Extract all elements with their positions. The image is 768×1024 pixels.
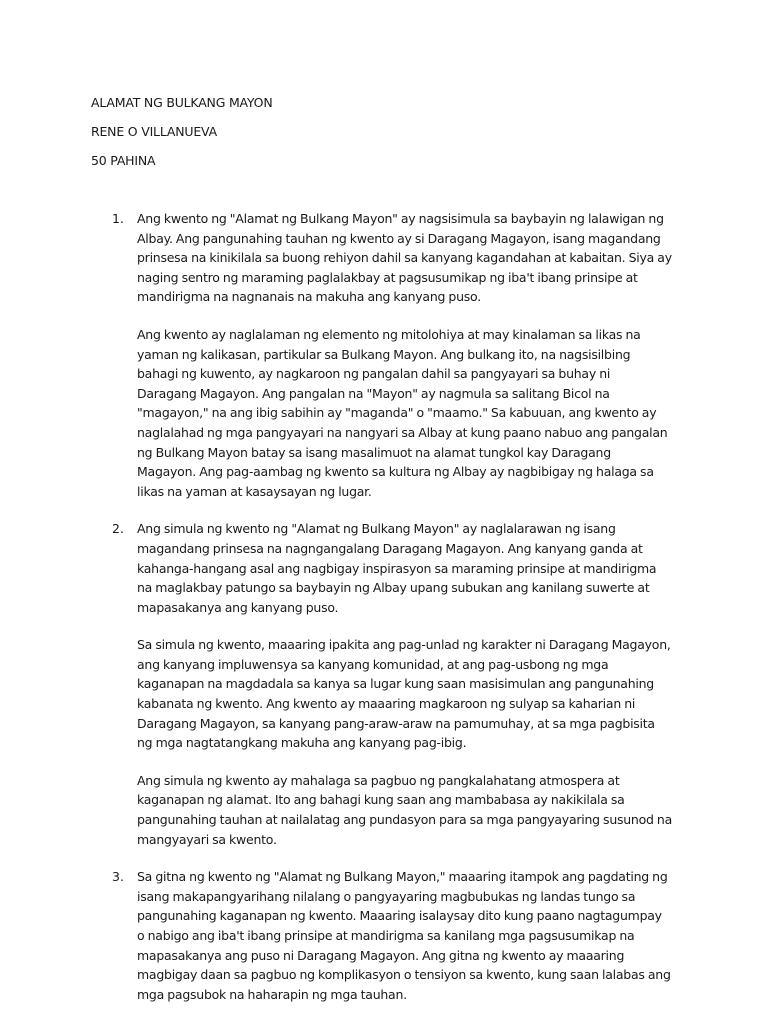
list-item xyxy=(112,867,672,1004)
paragraph: Ang kwento ay naglalaman ng elemento ng mitolohiya at may kinalaman sa likas na yaman ng kalikasan, partikular sa Bulkang Mayon. Ang bulkang ito, na nagsisilbing bahagi ng kuwento, ay nagkaroon ng pangalan dahil sa pangyayari sa buhay ni Daragang Magayon. Ang pangalan na "Mayon" ay nagmula sa salitang Bicol na "magayon," na ang ibig sabihin ay "maganda" o "maamo." Sa kabuuan, ang kwento ay naglalahad ng mga pangyayari na nangyari sa Albay at kung paano nabuo ang pangalan ng Bulkang Mayon batay sa isang masalimuot na alamat tungkol kay Daragang Magayon. Ang pag-aambag ng kwento sa kultura ng Albay ay nagbibigay ng halaga sa likas na yaman at kasaysayan ng lugar. xyxy=(137,326,668,499)
paragraph: Ang kwento ng "Alamat ng Bulkang Mayon" ay nagsisimula sa baybayin ng lalawigan ng Albay. Ang pangunahing tauhan ng kwento ay si Daragang Magayon, isang magandang prinsesa na kinikilala sa buong rehiyon dahil sa kanyang kagandahan at kabaitan. Siya ay naging sentro ng maraming paglalakbay at pagsusumikap ng iba't ibang prinsipe at mandirigma na nagnanais na makuha ang kanyang puso. xyxy=(137,211,672,305)
paragraph: Ang simula ng kwento ng "Alamat ng Bulkang Mayon" ay naglalarawan ng isang magandang prinsesa na nagngangalang Daragang Magayon. Ang kanyang ganda at kahanga-hangang asal ang nagbigay inspirasyon sa maraming prinsipe at mandirigma na maglakbay patungo sa baybayin ng Albay upang subukan ang kanilang suwerte at mapasakanya ang kanyang puso. xyxy=(137,521,657,615)
list-item-number: 1. xyxy=(112,211,124,226)
list-item xyxy=(112,209,672,501)
document-title: ALAMAT NG BULKANG MAYON xyxy=(91,95,273,110)
paragraph: Sa gitna ng kwento ng "Alamat ng Bulkang Mayon," maaaring itampok ang pagdating ng isang makapangyarihang nilalang o pangyayaring magbubukas ng landas tungo sa pangunahing kaganapan ng kwento. Maaaring isalaysay dito kung paano nagtagumpay o nabigo ang iba't ibang prinsipe at mandirigma sa kanilang mga pagsusumikap na mapasakanya ang puso ni Daragang Magayon. Ang gitna ng kwento ay maaaring magbigay daan sa pagbuo ng komplikasyon o tensiyon sa kwento, kung saan lalabas ang mga pagsubok na haharapin ng mga tauhan. xyxy=(137,869,671,1002)
paragraph: Sa simula ng kwento, maaaring ipakita ang pag-unlad ng karakter ni Daragang Magayon, ang kanyang impluwensya sa kanyang komunidad, at ang pag-usbong ng mga kaganapan na magdadala sa kanya sa lugar kung saan masisimulan ang pangunahing kabanata ng kwento. Ang kwento ay maaaring magkaroon ng sulyap sa kaharian ni Daragang Magayon, sa kanyang pang-araw-araw na pamumuhay, at sa mga pagbisita ng mga nagtatangkang makuha ang kanyang pag-ibig. xyxy=(137,637,671,751)
list-item-number: 3. xyxy=(112,869,124,885)
paragraph: Ang simula ng kwento ay mahalaga sa pagbuo ng pangkalahatang atmospera at kaganapan ng alamat. Ito ang bahagi kung saan ang mambabasa ay nakikilala sa pangunahing tauhan at nailalatag ang pundasyon para sa mga pangyayaring susunod na mangyayari sa kwento. xyxy=(137,772,672,847)
numbered-list xyxy=(112,209,672,1022)
list-item xyxy=(112,519,672,849)
document-author: RENE O VILLANUEVA xyxy=(91,124,217,139)
list-item-number: 2. xyxy=(112,521,124,537)
page-count: 50 PAHINA xyxy=(91,153,156,168)
